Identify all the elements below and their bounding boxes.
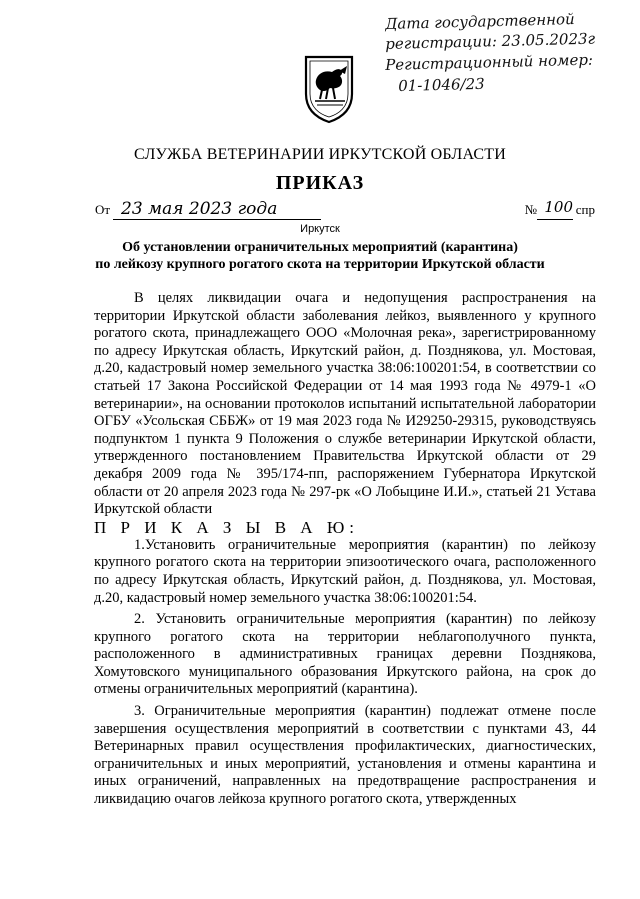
stamp-line-2: регистрации: 23.05.2023г <box>384 29 596 53</box>
date-number-row <box>95 198 595 224</box>
city-name: Иркутск <box>300 223 340 235</box>
agency-name: СЛУЖБА ВЕТЕРИНАРИИ ИРКУТСКОЙ ОБЛАСТИ <box>134 146 506 163</box>
orders-heading: П Р И К А З Ы В А Ю: <box>94 517 360 537</box>
order-item-1: 1.Установить ограничительные мероприятия (карантин) по лейкозу крупного рогатого скота на территории эпизоотического очага, расположенного по адресу Иркутская область, Иркутский район, д. Позднякова, ул. Мостовая, д.20, кадастровый номер земельного участка 38:06:100201:54. <box>94 536 596 606</box>
order-item-3: 3. Ограничительные мероприятия (карантин) подлежат отмене после завершения осуществления мероприятий в соответствии с пунктами 43, 44 Ветеринарных правил осуществления профилактических, диагностических, ограничительных и иных мероприятий, установления и отмены карантина и иных ограничений, направленных на предотвращение распространения и ликвидацию очагов лейкоза крупного рогатого скота, утвержденных <box>94 703 596 808</box>
order-body <box>94 290 596 809</box>
document-title: ПРИКАЗ <box>275 172 365 194</box>
number-underline <box>537 219 573 220</box>
order-subject <box>90 239 550 273</box>
date-prefix: От <box>95 202 111 217</box>
order-item-2: 2. Установить ограничительные мероприятия (карантин) по лейкозу крупного рогатого скота на территории неблагополучного пункта, расположенного в административных границах деревни Позднякова, Хомутовского муниципального образования Иркутского района, на срок до отмены ограничительных мероприятий (карантина). <box>94 611 596 698</box>
handwritten-number: 100 <box>544 198 573 216</box>
irkutsk-coat-of-arms-icon <box>303 54 355 124</box>
number-suffix: спр <box>575 202 595 217</box>
stamp-line-1: Дата государственной <box>384 10 575 33</box>
handwritten-date: 23 мая 2023 года <box>113 199 321 220</box>
preamble-paragraph: В целях ликвидации очага и недопущения распространения на территории Иркутской области заболевания лейкоз, выявленного у крупного рогатого скота, принадлежащего ООО «Молочная река», зарегистрированному по адресу Иркутская область, Иркутский район, д. Позднякова, ул. Мостовая, д.20, кадастровый номер земельного участка 38:06:100201:54, в соответствии со статьей 17 Закона Российской Федерации от 14 мая 1993 года № 4979-1 «О ветеринарии», на основании протоколов испытаний испытательной лаборатории ОГБУ «Усольская СББЖ» от 19 мая 2023 года № И29250-29315, руководствуясь подпунктом 1 пункта 9 Положения о службе ветеринарии Иркутской области, утвержденного постановлением Правительства Иркутской области от 29 декабря 2009 года № 395/174-пп, распоряжением Губернатора Иркутской области от 20 апреля 2023 года № 297-рк «О Лобыцине И.И.», статьей 21 Устава Иркутской области <box>94 290 596 518</box>
stamp-line-4: 01-1046/23 <box>397 74 485 95</box>
subject-line-2: по лейкозу крупного рогатого скота на территории Иркутской области <box>95 257 545 272</box>
number-sign: № <box>524 202 537 217</box>
stamp-line-3: Регистрационный номер: <box>384 50 594 74</box>
subject-line-1: Об установлении ограничительных мероприятий (карантина) <box>122 240 518 255</box>
